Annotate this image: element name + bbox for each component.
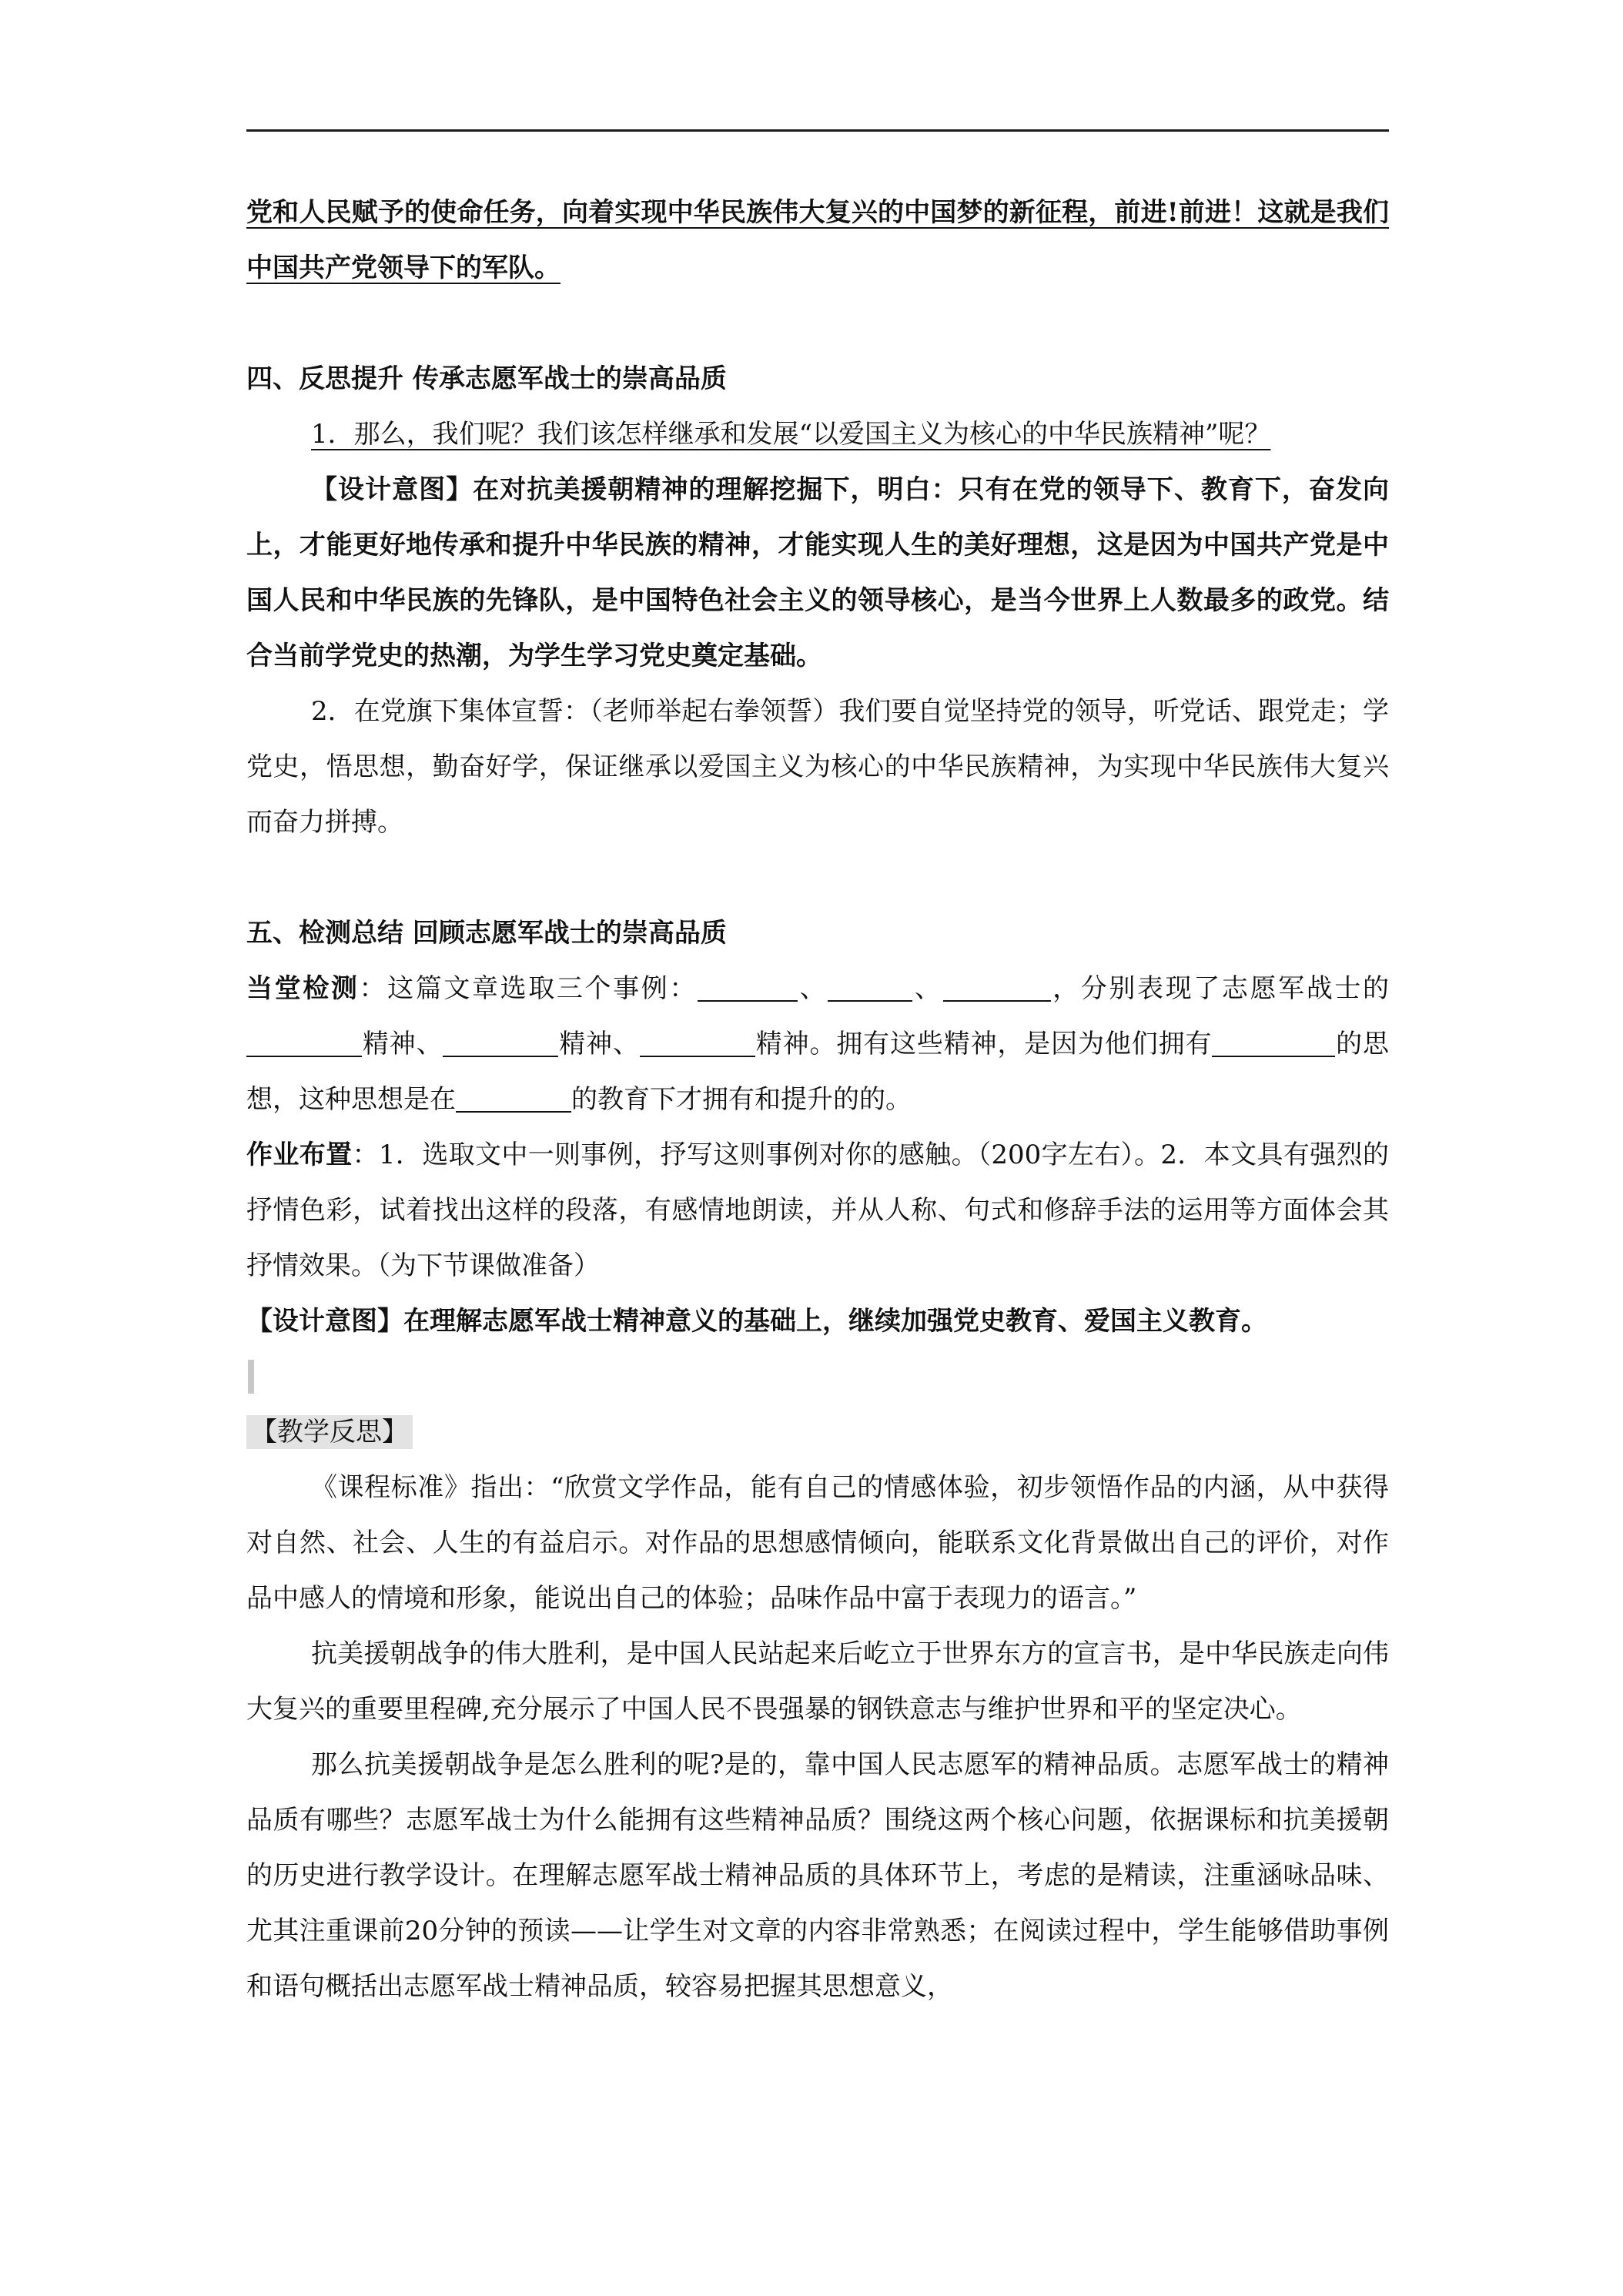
reflection-paragraph: 那么抗美援朝战争是怎么胜利的呢?是的，靠中国人民志愿军的精神品质。志愿军战士的精神品质有哪些？志愿军战士为什么能拥有这些精神品质？围绕这两个核心问题，依据课标和抗美援朝的历史进行教学设计。在理解志愿军战士精神品质的具体环节上，考虑的是精读，注重涵咏品味、尤其注重课前20分钟的预读——让学生对文章的内容非常熟悉；在阅读过程中，学生能够借助事例和语句概括出志愿军战士精神品质，较容易把握其思想意义， <box>246 1749 1389 2002</box>
answer-blank[interactable] <box>456 1080 571 1113</box>
answer-blank[interactable] <box>246 1025 362 1057</box>
reflection-paragraph: 《课程标准》指出：“欣赏文学作品，能有自己的情感体验，初步领悟作品的内涵，从中获得对自然、社会、人生的有益启示。对作品的思想感情倾向，能联系文化背景做出自己的评价，对作品中感人的情境和形象，能说出自己的体验；品味作品中富于表现力的语言。” <box>246 1472 1389 1614</box>
document-body <box>246 185 1389 2014</box>
check-text: 精神、 <box>558 1029 640 1059</box>
section5-design-intent: 【设计意图】在理解志愿军战士精神意义的基础上，继续加强党史教育、爱国主义教育。 <box>246 1306 1267 1337</box>
homework-text: ：1．选取文中一则事例，抒写这则事例对你的感触。（200字左右）。2．本文具有强烈的抒情色彩，试着找出这样的段落，有感情地朗读，并从人称、句式和修辞手法的运用等方面体会其抒情效果。（为下节课做准备） <box>246 1140 1389 1281</box>
answer-blank[interactable] <box>443 1025 558 1057</box>
check-text: 的思想，这种思想是在 <box>246 1029 1390 1115</box>
section5-heading: 五、检测总结 回顾志愿军战士的崇高品质 <box>246 918 727 949</box>
check-text: 、 <box>912 973 943 1004</box>
reflection-paragraph: 抗美援朝战争的伟大胜利，是中国人民站起来后屹立于世界东方的宣言书，是中华民族走向伟大复兴的重要里程碑,充分展示了中国人民不畏强暴的钢铁意志与维护世界和平的坚定决心。 <box>246 1638 1389 1725</box>
check-text: 精神、 <box>362 1029 443 1059</box>
spacer <box>246 296 1389 351</box>
homework-label: 作业布置 <box>246 1140 353 1170</box>
answer-blank[interactable] <box>640 1025 755 1057</box>
section4-design-intent: 【设计意图】在对抗美援朝精神的理解挖掘下，明白：只有在党的领导下、教育下，奋发向上，才能更好地传承和提升中华民族的精神，才能实现人生的美好理想，这是因为中国共产党是中国人民和中华民族的先锋队，是中国特色社会主义的领导核心，是当今世界上人数最多的政党。结合当前学党史的热潮，为学生学习党史奠定基础。 <box>246 474 1389 671</box>
check-text: 、 <box>798 973 828 1004</box>
check-text: ，分别表现了志愿军战士的 <box>1050 973 1389 1004</box>
section4-question-1: 1．那么，我们呢？我们该怎样继承和发展“以爱国主义为核心的中华民族精神”呢？ <box>311 419 1271 450</box>
spacer <box>246 850 1389 905</box>
answer-blank[interactable] <box>943 969 1051 1002</box>
answer-blank[interactable] <box>698 969 798 1002</box>
reflection-heading <box>246 1404 1389 1460</box>
header-rule <box>246 129 1389 132</box>
answer-blank[interactable] <box>1212 1025 1335 1057</box>
top-paragraph: 党和人民赋予的使命任务，向着实现中华民族伟大复兴的中国梦的新征程，前进!前进！这就是我们中国共产党领导下的军队。 <box>246 197 1389 283</box>
answer-blank[interactable] <box>828 969 912 1002</box>
section4-question-2: 2．在党旗下集体宣誓：（老师举起右拳领誓）我们要自觉坚持党的领导，听党话、跟党走；学党史，悟思想，勤奋好学，保证继承以爱国主义为核心的中华民族精神，为实现中华民族伟大复兴而奋力拼搏。 <box>246 696 1389 838</box>
section4-heading: 四、反思提升 传承志愿军战士的崇高品质 <box>246 363 727 394</box>
check-text: ：这篇文章选取三个事例： <box>359 973 698 1004</box>
reflection-label: 【教学反思】 <box>246 1415 413 1449</box>
homework <box>246 1127 1389 1294</box>
check-text: 精神。拥有这些精神，是因为他们拥有 <box>755 1029 1213 1059</box>
text-cursor-bar <box>248 1360 254 1394</box>
check-label: 当堂检测 <box>246 973 360 1004</box>
check-text: 的教育下才拥有和提升的的。 <box>571 1084 912 1115</box>
in-class-check <box>246 961 1389 1127</box>
